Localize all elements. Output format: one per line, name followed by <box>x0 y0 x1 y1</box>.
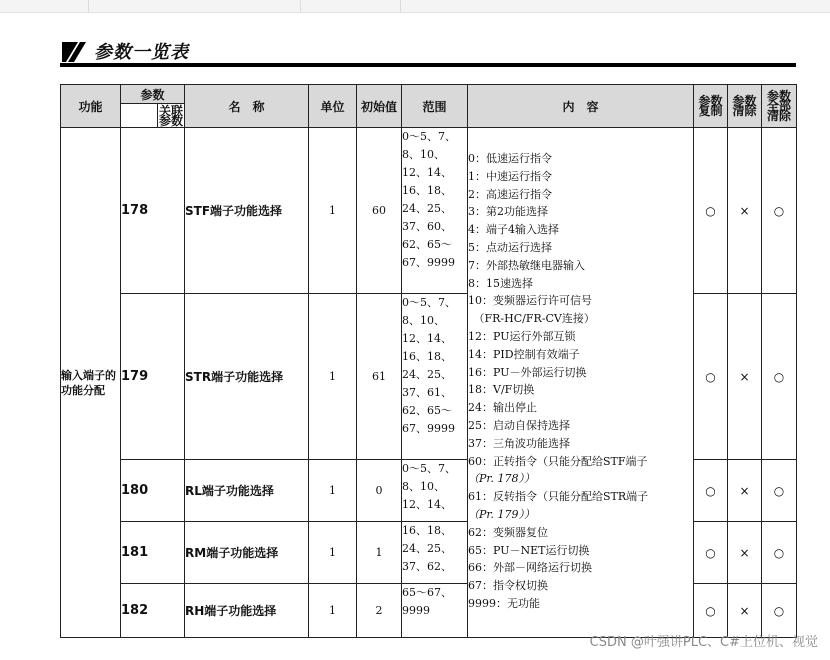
content-line: 60：正转指令（只能分配给STF端子 <box>468 454 648 468</box>
range-line: 0～5、7、 <box>402 296 457 309</box>
content-line: 14：PID控制有效端子 <box>468 347 580 361</box>
content-line: （Pr. 179）） <box>468 507 535 521</box>
param-clear-mark: × <box>728 584 762 638</box>
content-line: 0：低速运行指令 <box>468 152 553 165</box>
param-all-clear-mark: ○ <box>762 128 797 294</box>
header-param: 参数 <box>121 85 185 104</box>
range-line: 8、10、 <box>402 314 446 327</box>
content-line: 65：PU－NET运行切换 <box>468 543 590 557</box>
header-range: 范围 <box>402 85 468 128</box>
content-line: 7：外部热敏继电器输入 <box>468 258 586 272</box>
header-name: 名 称 <box>185 85 309 128</box>
param-unit: 1 <box>309 522 357 584</box>
param-range <box>402 460 468 522</box>
param-number: 181 <box>121 522 185 584</box>
range-line: 37、61、 <box>402 386 453 399</box>
content-line: 4：端子4输入选择 <box>468 223 560 237</box>
range-line: 0～5、7、 <box>402 130 457 143</box>
header-initial: 初始值 <box>357 85 402 128</box>
param-range <box>402 294 468 460</box>
param-initial: 61 <box>357 294 402 460</box>
content-line: 3：第2功能选择 <box>468 205 549 219</box>
param-name: RH端子功能选择 <box>185 584 309 638</box>
range-line: 12、14、 <box>402 166 453 179</box>
param-initial: 1 <box>357 522 402 584</box>
content-line: 10：变频器运行许可信号 <box>468 294 593 308</box>
content-line: （FR-HC/FR-CV连接） <box>468 312 595 326</box>
param-copy-mark: ○ <box>694 460 728 522</box>
range-line: 62、65～ <box>402 238 453 251</box>
content-line: 5：点动运行选择 <box>468 240 553 254</box>
range-line: 62、65～ <box>402 404 453 417</box>
range-line: 8、10、 <box>402 148 446 161</box>
range-line: 9999 <box>402 604 431 617</box>
table-header-row <box>61 85 797 104</box>
content-line: 62：变频器复位 <box>468 525 549 539</box>
param-initial: 2 <box>357 584 402 638</box>
range-line: 16、18、 <box>402 184 453 197</box>
content-line: 12：PU运行外部互锁 <box>468 329 576 343</box>
content-line: 61：反转指令（只能分配给STR端子 <box>468 490 649 504</box>
param-range <box>402 584 468 638</box>
content-line: 8：15速选择 <box>468 276 534 290</box>
viewer-top-bar <box>0 0 830 13</box>
header-param-all-clear: 参数全部清除 <box>762 85 797 128</box>
param-content <box>468 128 694 638</box>
param-unit: 1 <box>309 294 357 460</box>
content-line: 16：PU－外部运行切换 <box>468 365 587 379</box>
param-copy-mark: ○ <box>694 128 728 294</box>
param-all-clear-mark: ○ <box>762 294 797 460</box>
range-line: 65～67、 <box>402 586 453 599</box>
param-clear-mark: × <box>728 460 762 522</box>
param-unit: 1 <box>309 460 357 522</box>
param-number: 178 <box>121 128 185 294</box>
param-name: RL端子功能选择 <box>185 460 309 522</box>
param-initial: 60 <box>357 128 402 294</box>
header-unit: 单位 <box>309 85 357 128</box>
content-line: 37：三角波功能选择 <box>468 436 571 450</box>
param-all-clear-mark: ○ <box>762 522 797 584</box>
section-title <box>60 36 796 66</box>
param-copy-mark: ○ <box>694 294 728 460</box>
top-bar-divider <box>400 0 461 12</box>
top-bar-divider <box>88 0 89 12</box>
param-unit: 1 <box>309 128 357 294</box>
header-content: 内 容 <box>468 85 694 128</box>
param-name: STR端子功能选择 <box>185 294 309 460</box>
param-initial: 0 <box>357 460 402 522</box>
header-param-copy: 参数复制 <box>694 85 728 128</box>
content-line: 1：中速运行指令 <box>468 169 553 183</box>
content-line: 2：高速运行指令 <box>468 187 553 201</box>
param-number: 179 <box>121 294 185 460</box>
param-clear-mark: × <box>728 294 762 460</box>
range-line: 12、14、 <box>402 332 453 345</box>
watermark-text: CSDN @叶强讲PLC、C#上位机、视觉 <box>589 635 818 650</box>
range-line: 37、62、 <box>402 560 453 573</box>
range-line: 67、9999 <box>402 422 456 435</box>
header-related-param: 关联参数 <box>159 103 184 128</box>
content-line: 9999：无功能 <box>468 596 541 610</box>
range-line: 16、18、 <box>402 350 453 363</box>
param-unit: 1 <box>309 584 357 638</box>
param-all-clear-mark: ○ <box>762 584 797 638</box>
content-line: 66：外部－网络运行切换 <box>468 561 593 575</box>
range-line: 67、9999 <box>402 256 456 269</box>
param-number: 180 <box>121 460 185 522</box>
param-range <box>402 522 468 584</box>
param-number: 182 <box>121 584 185 638</box>
function-group-label: 输入端子的功能分配 <box>61 128 121 638</box>
page-title: 参数一览表 <box>94 42 189 63</box>
content-line: 25：启动自保持选择 <box>468 418 571 432</box>
param-clear-mark: × <box>728 522 762 584</box>
param-name: RM端子功能选择 <box>185 522 309 584</box>
header-param-blank <box>121 104 158 128</box>
range-line: 16、18、 <box>402 524 453 537</box>
content-line: 18：V/F切换 <box>468 383 535 397</box>
range-line: 24、25、 <box>402 368 453 381</box>
section-logo-icon <box>60 38 90 64</box>
header-function: 功能 <box>61 85 121 128</box>
title-rule <box>60 63 796 67</box>
parameter-table <box>60 84 797 638</box>
content-line: 24：输出停止 <box>468 401 538 415</box>
content-line: 67：指令权切换 <box>468 579 549 593</box>
table-row <box>61 128 797 294</box>
param-name: STF端子功能选择 <box>185 128 309 294</box>
param-all-clear-mark: ○ <box>762 460 797 522</box>
top-bar-divider <box>300 0 341 12</box>
range-line: 0～5、7、 <box>402 462 457 475</box>
range-line: 8、10、 <box>402 480 446 493</box>
range-line: 37、60、 <box>402 220 453 233</box>
param-copy-mark: ○ <box>694 522 728 584</box>
range-line: 24、25、 <box>402 202 453 215</box>
range-line: 24、25、 <box>402 542 453 555</box>
param-range <box>402 128 468 294</box>
range-line: 12、14、 <box>402 498 453 511</box>
content-line: （Pr. 178）） <box>468 472 535 486</box>
param-clear-mark: × <box>728 128 762 294</box>
param-copy-mark: ○ <box>694 584 728 638</box>
header-param-clear: 参数清除 <box>728 85 762 128</box>
